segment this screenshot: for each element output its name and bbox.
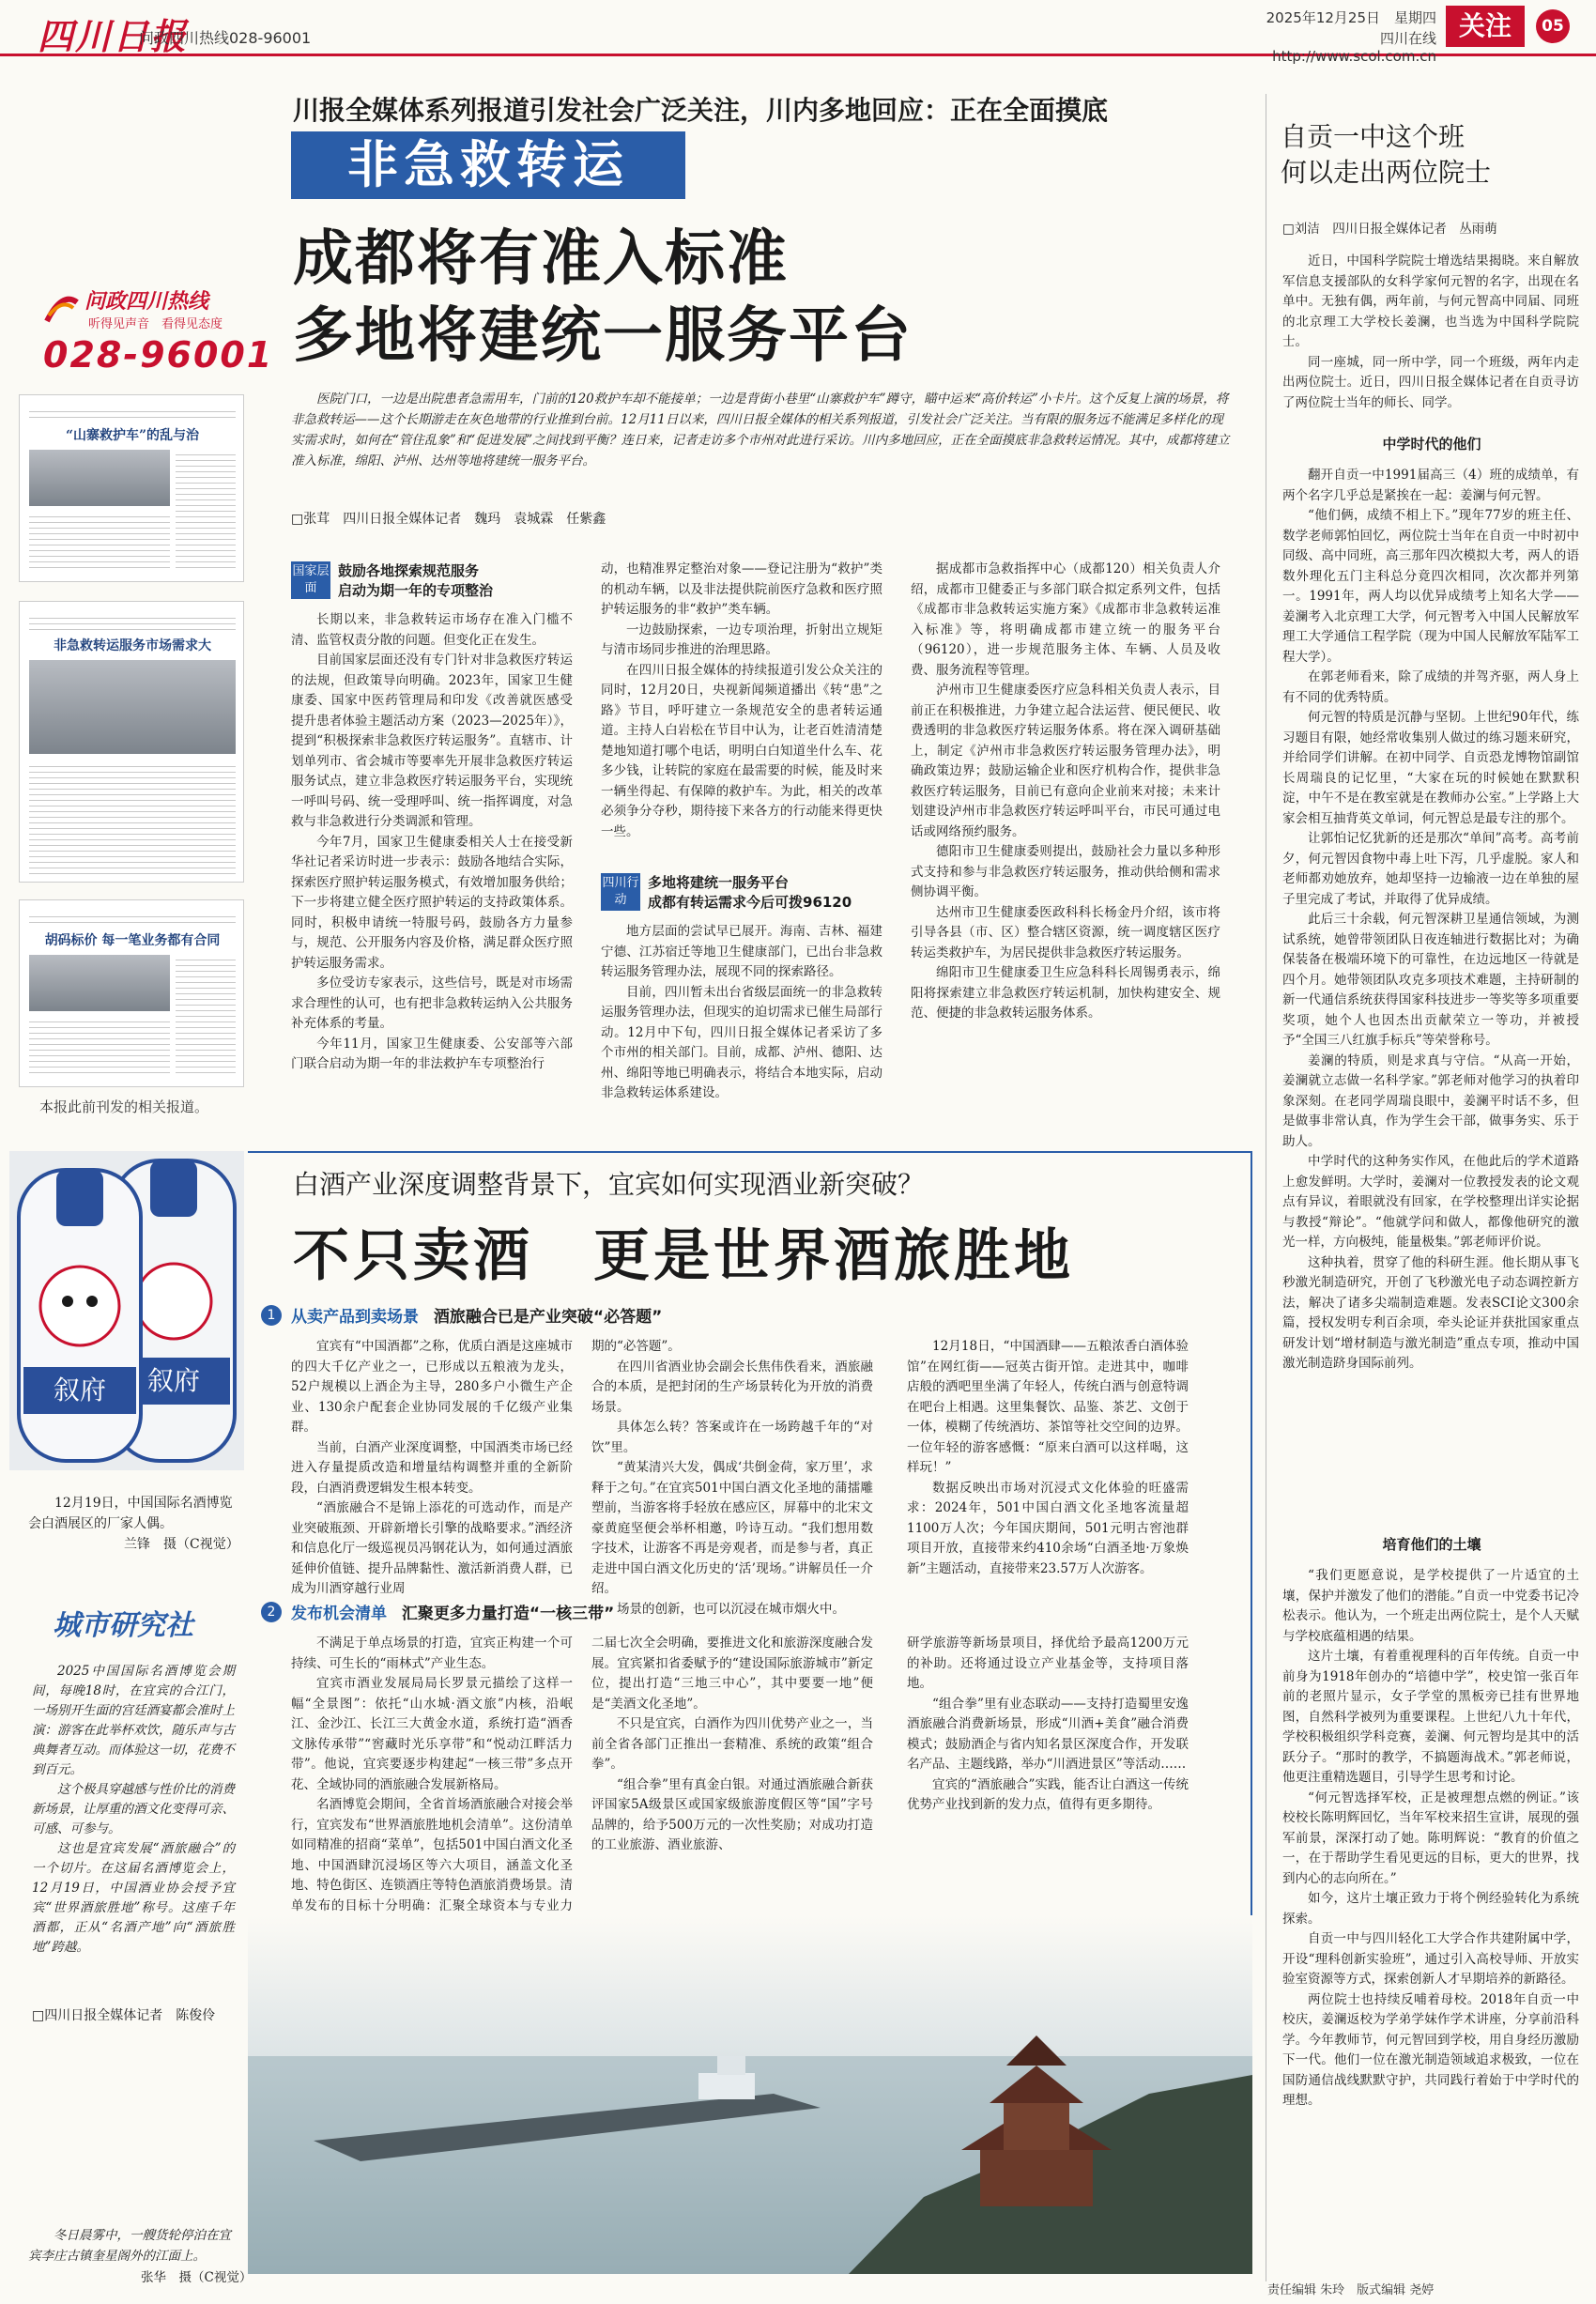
paragraph: 如今，这片土壤正致力于将个例经验转化为系统探索。 [1282,1891,1579,1927]
lead-byline: □张茸 四川日报全媒体记者 魏玛 袁城霖 任紫鑫 [291,512,606,527]
paragraph: 此后三十余载，何元智深耕卫星通信领域，为测试系统，她曾带领团队日夜连轴进行数据比对；为确保装备在极端环境下的可靠性，在边远地区一待就是四个月。她带领团队攻克多项技术难题，主持研制的新一代通信系统获得国家科技进步一等奖等多项重要奖项，她个人也因杰出贡献荣立一等功，并被授予“全国三八红旗手标兵”等荣誉称号。 [1282,912,1579,1048]
side-story-title-line2: 何以走出两位院士 [1281,157,1492,188]
paragraph: 场景的创新，也可以沉浸在城市烟火中。 [617,1601,845,1617]
paragraph: 宜宾市酒业发展局局长罗景元描绘了这样一幅“全景图”：依托“山水城·酒文旅”内核，沿岷江、金沙江、长江三大黄金水道，系统打造“酒香文脉传承带”“窖藏时光乐享带”和“悦动江畔活力带”。他说，宜宾要逐步构建起“一核三带”多点开花、全域协同的酒旅融合发展新格局。 [291,1676,573,1792]
thumbnail-photo [29,450,170,506]
baijiu-subhead-1 [291,1303,662,1327]
paragraph: 何元智的特质是沉静与坚韧。上世纪90年代，练习题目有限，她经常收集别人做过的练习题来研究，并给同学们讲解。在初中同学、自贡恐龙博物馆副馆长周瑞良的记忆里，“大家在玩的时候她在默默积淀，中午不是在教室就是在教师办公室。”上学路上大家会相互抽背英文单词，何元智总是最专注的那个。 [1282,710,1579,826]
paragraph: 地方层面的尝试早已展开。海南、吉林、福建宁德、江苏宿迁等地卫生健康部门，已出台非急救转运服务管理办法，展现不同的探索路径。 [601,924,882,979]
paragraph: 数据反映出市场对沉浸式文化体验的旺盛需求：2024年，501中国白酒文化圣地客流量超1100万人次；今年国庆期间，501元明古窖池群项目开放，直接带来约410余场“白酒圣地·万象焕新”主题活动，直接带来23.57万人次游客。 [907,1480,1189,1576]
paragraph: 研学旅游等新场景项目，择优给予最高1200万元的补助。还将通过设立产业基金等，支持项目落地。 [907,1636,1189,1691]
paragraph: 这也是宜宾发展“酒旅融合”的一个切片。在这届名酒博览会上，12月19日，中国酒业协会授予宜宾“世界酒旅胜地”称号。这座千年酒都，正从“名酒产地”向“酒旅胜地”跨越。 [32,1841,235,1955]
paragraph: 目前国家层面还没有专门针对非急救医疗转运的法规，但政策导向明确。2023年，国家卫生健康委、国家中医药管理局和印发《改善就医感受 提升患者体验主题活动方案（2023—2025年）》，提到“积极探索非急救医疗转运服务”。直辖市、计划单列市、省会城市等要率先开展非急救医疗转运服务试点，建立非急救医疗转运服务平台，实现统一呼叫号码、统一受理呼叫、统一指挥调度，对急救与非急救进行分类调派和管理。 [291,653,586,829]
paragraph: 不只是宜宾，白酒作为四川优势产业之一，当前全省各部门正推出一套精准、系统的政策“组合拳”。 [591,1716,873,1772]
city-research-byline: □四川日报全媒体记者 陈俊伶 [32,2008,216,2023]
side-story-body-2 [1282,1566,1579,2270]
paragraph: 同一座城，同一所中学，同一个班级，两年内走出两位院士。近日，四川日报全媒体记者在自贡寻访了两位院士当年的师长、同学。 [1282,354,1579,410]
newspaper-logo: 四川日报 [38,15,189,57]
subhead-line: 鼓励各地探索规范服务 [338,562,480,579]
baijiu-subhead-2 [291,1600,614,1623]
paragraph: 宜宾的“酒旅融合”实践，能否让白酒这一传统优势产业找到新的发力点，值得有更多期待。 [907,1776,1189,1812]
paragraph: 不满足于单点场景的打造，宜宾正构建一个可持续、可生长的“雨林式”产业生态。 [291,1636,573,1671]
side-story-body-1 [1282,466,1579,1527]
thumbnail-title: 胡码标价 每一笔业务都有合同 [44,933,221,948]
paragraph: 让郭怕记忆犹新的还是那次“单间”高考。高考前夕，何元智因食物中毒上吐下泻，几乎虚脱。家人和老师都劝她放弃，她却坚持一边输液一边在单独的屋子里完成了考试，并取得了优异成绩。 [1282,831,1579,907]
city-research-text [32,1662,235,1958]
paragraph: “酒旅融合不是锦上添花的可选动作，而是产业突破瓶颈、开辟新增长引擎的战略要求。”酒经济和信息化厅一级巡视员冯钢花认为，如何通过酒旅延伸价值链、提升品牌黏性、激活新消费人群，已成为川酒穿越行业周 [291,1500,573,1596]
thumbnail-report-1 [19,394,244,582]
subhead-rest: 汇聚更多力量打造“一核三带” [401,1605,615,1623]
paragraph: “组合拳”里有真金白银。对通过酒旅融合新获评国家5A级景区或国家级旅游度假区等“国”字号品牌的，给予500万元的一次性奖励；对成功打造的工业旅游、酒业旅游、 [591,1776,873,1852]
section-subhead [338,561,582,601]
article-column-3 [911,560,1220,1119]
subhead-rest: 酒旅融合已是产业突破“必答题” [433,1308,663,1327]
thumbnail-photo [29,660,236,754]
paragraph: “何元智选择军校，正是被理想点燃的例证。”该校校长陈明辉回忆，当年军校来招生宣讲，展现的强军前景，深深打动了她。陈明辉说：“教育的价值之一，在于帮助学生看见更远的目标，更大的世界，找到内心的志向所在。” [1282,1789,1579,1886]
side-story-title-line1: 自贡一中这个班 [1281,121,1466,152]
section-subhead [648,873,892,913]
bottle-photo-caption: 12月19日，中国国际名酒博览会白酒展区的厂家人偶。 [28,1496,233,1531]
ship-photo-caption: 冬日晨雾中，一艘货轮停泊在宜宾李庄古镇奎星阁外的江面上。 [28,2228,231,2264]
side-story-intro [1282,252,1579,421]
section-tab: 关注 [1446,6,1525,47]
side-story-subhead: 中学时代的他们 [1382,436,1481,453]
hotline-logo-icon [43,289,81,327]
issue-date: 2025年12月25日 星期四 [1266,9,1436,26]
bottle-mascot-photo [9,1151,244,1470]
lead-headline-line1: 成都将有准入标准 [293,224,789,294]
paragraph: 近日，中国科学院院士增选结果揭晓。来自解放军信息支援部队的女科学家何元智的名字，出现在名单中。无独有偶，两年前，与何元智高中同届、同班的北京理工大学校长姜澜，也当选为中国科学院院士。 [1282,253,1579,349]
thumbnail-title: 非急救转运服务市场需求大 [54,638,211,653]
section-number-1: 1 [261,1305,282,1326]
subhead-line: 启动为期一年的专项整治 [338,582,494,599]
paragraph: 这种执着，贯穿了他的科研生涯。他长期从事飞秒激光制造研究，开创了飞秒激光电子动态调控新方法，解决了诸多尖端制造难题。发表SCI论文300余篇，授权发明专利百余项，牵头论证并获批国家重点研发计划“增材制造与激光制造”重点专项，推动中国激光制造跻身国际前列。 [1282,1254,1579,1371]
ship-photo-credit: 张华 摄（C视觉） [141,2270,253,2285]
page-number: 05 [1536,9,1570,43]
city-research-logo: 城市研究社 [53,1609,193,1642]
paragraph: 达州市卫生健康委医政科科长杨金丹介绍，该市将引导各县（市、区）整合辖区资源，统一调度辖区医疗转运类救护车，为居民提供非急救医疗转运服务。 [911,904,1220,960]
baijiu-column-1 [291,1337,573,1596]
paragraph: “他们俩，成绩不相上下。”现年77岁的班主任、数学老师郭怕回忆，两位院士当年在自贡一中时初中同级、高中同班，高三那年四次模拟大考，两人的语数外理化五门主科总分竟四次相同，次次都并列第一。1991年，两人均以优异成绩考上知名大学——姜澜考入北京理工大学，何元智考入中国人民解放军理工大学通信工程学院（现为中国人民解放军陆军工程大学）。 [1282,508,1579,665]
section-number-2: 2 [261,1602,282,1622]
paragraph: 动，也精准界定整治对象——登记注册为“救护”类的机动车辆，以及非法提供院前医疗急救和医疗照护转运服务的非“救护”类车辆。 [601,561,882,617]
subhead-emphasis: 发布机会清单 [291,1605,387,1623]
lead-headline-line2: 多地将建统一服务平台 [293,301,913,371]
paragraph: 中学时代的这种务实作风，在他此后的学术道路上愈发鲜明。大学时，姜澜对一位教授发表的论文观点有异议，着眼就没有回家，在学校整理出详实论据与教授“辩论”。“他就学问和做人，都像他研究的激光一样，方向极纯，能量极集。”郭老师评价说。 [1282,1154,1579,1250]
baijiu-column-5 [591,1634,873,1906]
baijiu-column-6 [907,1634,1189,1906]
river-ship-photo [248,1915,1252,2274]
paragraph: 在郭老师看来，除了成绩的并驾齐驱，两人身上有不同的优秀特质。 [1282,669,1579,705]
bottle-label-text: 叙府 [53,1375,107,1405]
paragraph: 宜宾有“中国酒都”之称，优质白酒是这座城市的四大千亿产业之一，已形成以五粮液为龙头，52户规模以上酒企为主导，280多户小微生产企业、130余户配套企业协同发展的千亿级产业集群。 [291,1339,573,1435]
paragraph: 今年11月，国家卫生健康委、公安部等六部门联合启动为期一年的非法救护车专项整治行 [291,1036,573,1071]
paragraph: 二届七次全会明确，要推进文化和旅游深度融合发展。宜宾紧扣省委赋予的“建设国际旅游城市”新定位，提出打造“三地三中心”，其中要要一地”便是“美酒文化圣地”。 [591,1636,873,1712]
paragraph: 这片土壤，有着重视理科的百年传统。自贡一中前身为1918年创办的“培德中学”，校史馆一张百年前的老照片显示，女子学堂的黑板旁已挂有世界地图，自然科学被列为重要课程。上世纪八九十年代，学校积极组织学科竞赛，姜澜、何元智均是其中的活跃分子。“那时的教学，不搞题海战术。”郭老师说，他更注重精选题目，引导学生思考和讨论。 [1282,1649,1579,1785]
page-footer-editors: 责任编辑 朱玲 版式编辑 尧婷 [1267,2283,1435,2297]
section-tag: 四川行动 [601,873,640,911]
thumbnail-photo [29,955,170,1011]
paragraph: 一边鼓励探索，一边专项治理，折射出立规矩与清市场同步推进的治理思路。 [601,622,882,657]
paragraph: 据成都市急救指挥中心（成都120）相关负责人介绍，成都市卫健委正与多部门联合拟定系列文件，包括《成都市非急救转运实施方案》《成都市非急救转运准入标准》等，将明确成都市建立统一的服务平台（96120），进一步规范服务主体、车辆、人员及收费、服务流程等管理。 [911,561,1220,678]
baijiu-kicker: 白酒产业深度调整背景下，宜宾如何实现酒业新突破？ [293,1169,925,1200]
hotline-title: 问政四川热线 [84,290,209,314]
subhead-emphasis: 从卖产品到卖场景 [291,1308,419,1327]
thumbnail-report-3 [19,899,244,1087]
thumbnail-report-2 [19,601,244,883]
lead-banner: 非急救转运 [291,131,685,199]
lead-kicker: 川报全媒体系列报道引发社会广泛关注，川内多地回应：正在全面摸底 [293,95,1109,126]
article-column-2 [601,560,882,869]
paragraph: 长期以来，非急救转运市场存在准入门槛不清、监管权责分散的问题。但变化正在发生。 [291,612,573,648]
article-column-2b [601,922,882,1119]
thumbnail-title: “山寨救护车”的乱与治 [65,428,200,443]
lead-intro: 医院门口，一边是出院患者急需用车，门前的120救护车却不能接单；一边是背街小巷里“山寨救护车”蹲守，瞄中运来“高价转运”小卡片。这个反复上演的场景，将非急救转运——这个长期游走在灰色地带的行业推到台前。12月11日以来，四川日报全媒体的相关系列报道，引发社会广泛关注。当有限的服务远不能满足多样化的现实需求时，如何在“管住乱象”和“促进发展”之间找到平衡？连日来，记者走访多个市州对此进行采访。川内多地回应，正在全面摸底非急救转运情况。其中，成都将建立准入标准，绵阳、泸州、达州等地将建统一服务平台。 [291,392,1230,468]
hotline-slogan: 听得见声音 看得见态度 [88,317,223,331]
baijiu-column-3 [907,1337,1189,1590]
paragraph: 2025中国国际名酒博览会期间，每晚18时，在宜宾的合江门，一场别开生面的宫廷酒宴都会准时上演：游客在此举杯欢饮，随乐声与古典舞者互动。而体验这一切，花费不到百元。 [32,1664,235,1777]
section-tag: 国家层面 [291,561,330,599]
baijiu-headline: 不只卖酒 更是世界酒旅胜地 [293,1223,1074,1289]
bottle-photo-credit: 兰锋 摄（C视觉） [124,1537,239,1552]
paragraph: “组合拳”里有业态联动——支持打造蜀里安逸酒旅融合消费新场景，形成“川酒+美食”融合消费模式；鼓励酒企与省内知名景区深度合作，开发联名产品、主题线路，举办“川酒进景区”等活动…… [907,1696,1189,1772]
paragraph: 12月18日，“中国酒肆——五粮浓香白酒体验馆”在网红街——冠英古街开馆。走进其中，咖啡店般的洒吧里坐满了年轻人，传统白酒与创意特调在吧台上相遇。这里集餐饮、品鉴、茶艺、文创于一体，模糊了传统酒坊、茶馆等社交空间的边界。一位年轻的游客感慨：“原来白酒可以这样喝，这样玩！” [907,1339,1189,1475]
paragraph: 多位受访专家表示，这些信号，既是对市场需求合理性的认可，也有把非急救转运纳入公共服务补充体系的考量。 [291,975,573,1031]
subhead-line: 成都有转运需求今后可拨96120 [648,894,852,911]
paragraph: 在四川省酒业协会副会长焦伟佚看来，酒旅融合的本质，是把封闭的生产场景转化为开放的消费场景。 [591,1359,873,1415]
paragraph: 泸州市卫生健康委医疗应急科相关负责人表示，目前正在积极推进，力争建立起合法运营、便民便民、收费透明的非急救医疗转运服务体系。将在深入调研基础上，制定《泸州市非急救医疗转运服务管理办法》，明确政策边界；鼓励运输企业和医疗机构合作，提供非急救医疗转运服务，目前已有意向企业前来对接；未来计划建设泸州市非急救医疗转运呼叫平台，市民可通过电话或网络预约服务。 [911,683,1220,839]
hotline-number: 028-96001 [43,334,274,376]
baijiu-column-2 [591,1337,873,1617]
paragraph: 今年7月，国家卫生健康委相关人士在接受新华社记者采访时进一步表示：鼓励各地结合实际，探索医疗照护转运服务模式，有效增加服务供给；下一步将建立健全医疗照护转运的支持政策体系。同时，积极申请统一特服号码，鼓励各方力量参与，规范、公开服务内容及价格，满足群众医疗照护转运服务需求。 [291,834,573,971]
masthead-hotline: 问政四川热线028-96001 [139,29,312,47]
paragraph: 在四川日报全媒体的持续报道引发公众关注的同时，12月20日，央视新闻频道播出《转“患”之路》节目，呼吁建立一条规范安全的患者转运通道。主持人白岩松在节目中认为，让老百姓清清楚楚地知道打哪个电话，明明白白知道坐什么车、花多少钱，让转院的家庭在最需要的时候，能及时来一辆坐得起、有保障的救护车。为此，相关的改革必须争分夺秒，期待接下来各方的行动能来得更快一些。 [601,662,882,839]
website-line: 四川在线http://www.scol.com.cn [1272,30,1436,65]
article-column-1 [291,610,586,1117]
paragraph: “我们更愿意说，是学校提供了一片适宜的土壤，保护并激发了他们的潜能。”自贡一中党委书记冷松表示。他认为，一个班走出两位院士，是个人天赋与学校底蕴相遇的结果。 [1282,1568,1579,1644]
paragraph: 绵阳市卫生健康委卫生应急科科长周锡勇表示，绵阳将探索建立非急救医疗转运机制，加快构建安全、规范、便捷的非急救转运服务体系。 [911,965,1220,1021]
paragraph: 这个极具穿越感与性价比的消费新场景，让厚重的酒文化变得可亲、可感、可参与。 [32,1782,235,1836]
paragraph: 两位院士也持续反哺着母校。2018年自贡一中校庆，姜澜返校为学弟学妹作学术讲座，分享前沿科学。今年教师节，何元智回到学校，用自身经历激励下一代。他们一位在激光制造领域追求极致，一位在国防通信战线默默守护，共同践行着始于中学时代的理想。 [1282,1991,1579,2108]
paragraph: “黄某清兴大发，偶成‘共倒金荷，家万里’，求释于之句。”在宜宾501中国白酒文化圣地的蒲擂雕塑前，当游客将手轻放在感应区，屏幕中的北宋文豪黄庭坚便会举杯相邀，吟诗互动。“我们想用数字技术，让游客不再是旁观者，而是参与者，真正走进中国白酒文化历史的‘活’现场。”讲解员任一介绍。 [591,1460,873,1596]
side-story-byline: □刘洁 四川日报全媒体记者 丛雨萌 [1282,222,1497,237]
paragraph: 德阳市卫生健康委则提出，鼓励社会力量以多种形式支持和参与非急救医疗转运服务，推动供给侧和需求侧协调平衡。 [911,844,1220,899]
paragraph: 翻开自贡一中1991届高三（4）班的成绩单，有两个名字几乎总是紧挨在一起：姜澜与何元智。 [1282,468,1579,503]
paragraph: 当前，白酒产业深度调整，中国酒类市场已经进入存量提质改造和增量结构调整并重的全新阶段，白酒消费逻辑发生根本转变。 [291,1439,573,1496]
thumbnail-caption: 本报此前刊发的相关报道。 [39,1098,209,1115]
paragraph: 期的“必答题”。 [591,1339,681,1354]
side-story-subhead: 培育他们的土壤 [1382,1536,1481,1553]
paragraph: 自贡一中与四川轻化工大学合作共建附属中学，开设“理科创新实验班”，通过引入高校导师、开放实验室资源等方式，探索创新人才早期培养的新路径。 [1282,1931,1579,1987]
paragraph: 名酒博览会期间，全省首场酒旅融合对接会举行，宜宾发布“世界酒旅胜地机会清单”。这份清单如同精准的招商“菜单”，包括501中国白酒文化圣地、中国酒肆沉浸场区等六大项目，涵盖文化圣地、特色街区、连锁酒庄等特色酒旅消费场景。清单发布的目标十分明确：汇聚全球资本与专业力 [291,1797,573,1913]
paragraph: 姜澜的特质，则是求真与守信。“从高一开始，姜澜就立志做一名科学家。”郭老师对他学习的执着印象深刻。在老同学周瑞良眼中，姜澜平时话不多，但是做事非常认真，作为学生会干部，做事务实、乐于助人。 [1282,1052,1579,1149]
paragraph: 目前，四川暂未出台省级层面统一的非急救转运服务管理办法，但现实的迫切需求已催生局部行动。12月中下旬，四川日报全媒体记者采访了多个市州的相关部门。目前，成都、泸州、德阳、达州、绵阳等地已明确表示，将结合本地实际，启动非急救转运体系建设。 [601,984,882,1100]
subhead-line: 多地将建统一服务平台 [648,874,790,891]
paragraph: 具体怎么转？答案或许在一场跨越千年的“对饮”里。 [591,1420,873,1455]
bottle-label-text: 叙府 [146,1365,201,1396]
